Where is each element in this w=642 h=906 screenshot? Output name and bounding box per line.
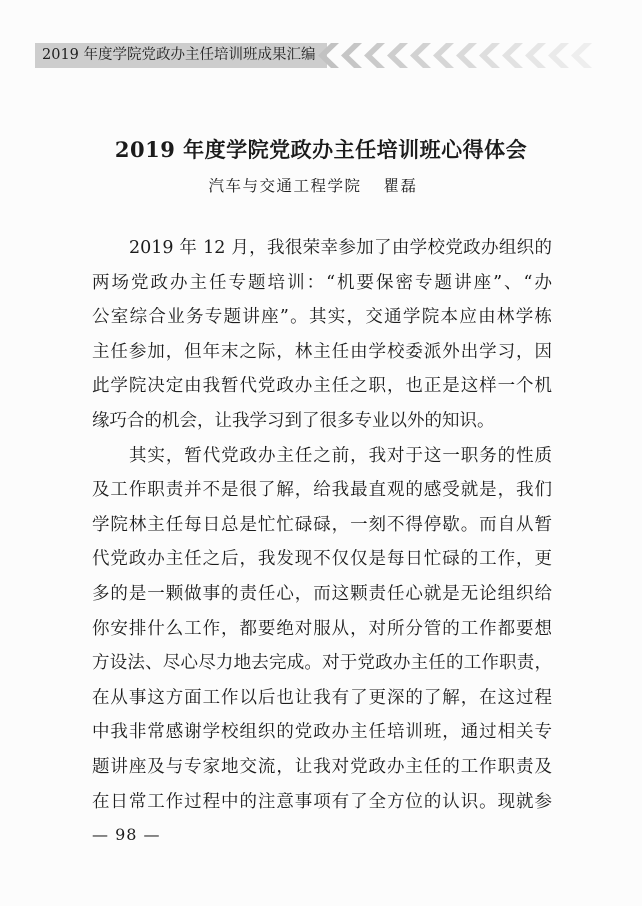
author-affiliation: 汽车与交通工程学院: [208, 177, 362, 195]
text-line: 2019 年 12 月，我很荣幸参加了由学校党政办组织的: [129, 238, 552, 258]
chevron-shape: [479, 43, 500, 68]
paragraph: [92, 231, 552, 439]
text-line: 中我非常感谢学校组织的党政办主任培训班，通过相关专: [92, 722, 552, 743]
header-chevron-decoration: [318, 43, 608, 68]
chevron-shape: [433, 43, 454, 68]
text-line: 多的是一颗做事的责任心，而这颗责任心就是无论组织给: [92, 583, 552, 604]
text-line: 在从事这方面工作以后也让我有了更深的了解，在这过程: [92, 687, 552, 708]
chevron-shape: [318, 43, 339, 68]
chevron-shape: [364, 43, 385, 68]
text-line: 在日常工作过程中的注意事项有了全方位的认识。现就参: [92, 791, 552, 812]
page-number: — 98 —: [92, 825, 161, 844]
running-header-title: 2019 年度学院党政办主任培训班成果汇编: [42, 47, 316, 63]
text-line: 方设法、尽心尽力地去完成。对于党政办主任的工作职责，: [92, 653, 552, 674]
text-line: 两场党政办主任专题培训：“机要保密专题讲座”、“办: [92, 272, 552, 293]
chevron-shape: [525, 43, 546, 68]
text-line: 缘巧合的机会，让我学习到了很多专业以外的知识。: [92, 410, 495, 431]
text-line: 你安排什么工作，都要绝对服从，对所分管的工作都要想: [92, 618, 552, 639]
article-body: [92, 231, 552, 819]
article-title: 2019 年度学院党政办主任培训班心得体会: [114, 137, 528, 162]
chevron-shape: [548, 43, 569, 68]
chevron-shape: [341, 43, 362, 68]
text-line: 代党政办主任之后，我发现不仅仅是每日忙碌的工作，更: [92, 549, 552, 570]
text-line: 此学院决定由我暂代党政办主任之职，也正是这样一个机: [92, 376, 552, 397]
text-line: 公室综合业务专题讲座”。其实，交通学院本应由林学栋: [92, 307, 552, 328]
chevron-shape: [456, 43, 477, 68]
chevron-shape: [502, 43, 523, 68]
text-line: 题讲座及与专家地交流，让我对党政办主任的工作职责及: [92, 756, 552, 777]
text-line: 其实，暂代党政办主任之前，我对于这一职务的性质: [129, 445, 552, 466]
paragraph: [92, 439, 552, 820]
author-line: [0, 175, 626, 197]
chevron-shape: [410, 43, 431, 68]
text-line: 及工作职责并不是很了解，给我最直观的感受就是，我们: [92, 480, 552, 501]
chevron-shape: [571, 43, 592, 68]
text-line: 学院林主任每日总是忙忙碌碌，一刻不得停歇。而自从暂: [92, 514, 552, 535]
chevron-shape: [387, 43, 408, 68]
text-line: 主任参加，但年末之际，林主任由学校委派外出学习，因: [92, 341, 552, 362]
author-name: 瞿磊: [383, 177, 418, 195]
